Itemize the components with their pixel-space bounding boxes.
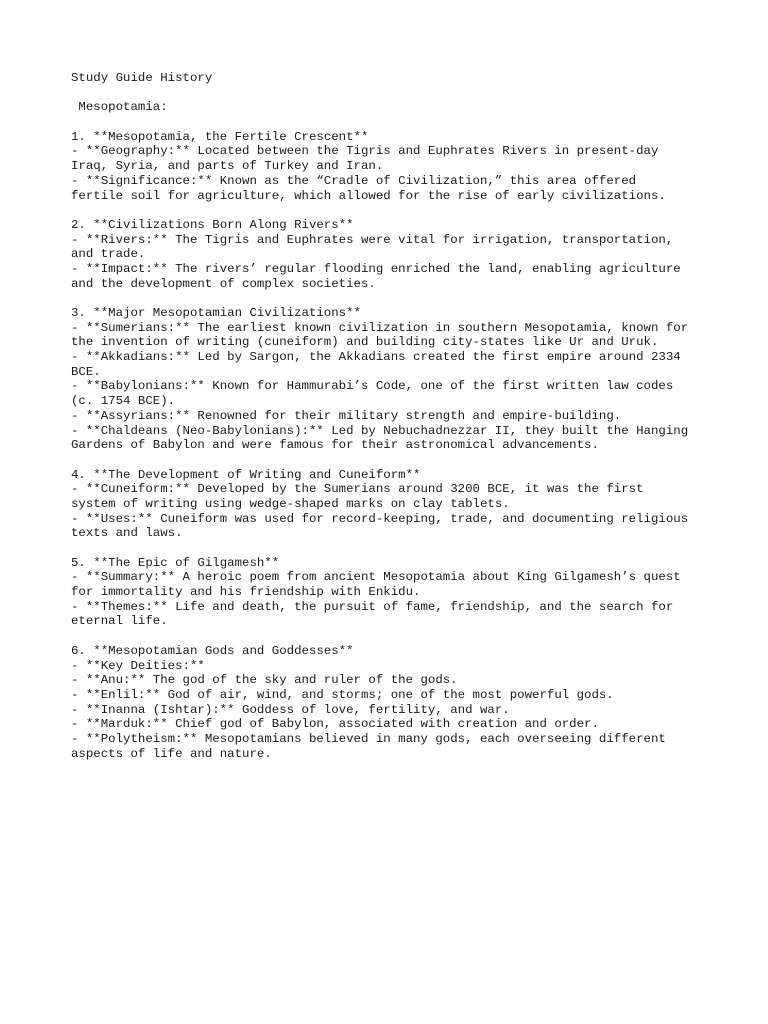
text-line: Mesopotamia: <box>71 100 168 115</box>
text-line: fertile soil for agriculture, which allowed for the rise of early civilizations. <box>71 188 666 203</box>
text-line: (c. 1754 BCE). <box>71 394 176 409</box>
text-line: - **Impact:** The rivers’ regular flooding enriched the land, enabling agriculture <box>71 261 681 276</box>
text-line: - **Marduk:** Chief god of Babylon, associated with creation and order. <box>71 717 599 732</box>
text-line: and trade. <box>71 247 146 262</box>
blank-line <box>71 291 751 306</box>
document-title: Study Guide History <box>71 71 213 85</box>
text-line: - **Geography:** Located between the Tigris and Euphrates Rivers in present-day <box>71 144 659 159</box>
document-page <box>71 71 751 761</box>
text-line: - **Key Deities:** <box>71 658 205 673</box>
text-line: 6. **Mesopotamian Gods and Goddesses** <box>71 643 354 658</box>
text-line: - **Inanna (Ishtar):** Goddess of love, fertility, and war. <box>71 702 510 717</box>
blank-line <box>71 629 751 644</box>
text-line: Iraq, Syria, and parts of Turkey and Iran. <box>71 159 384 174</box>
text-line: system of writing using wedge-shaped marks on clay tablets. <box>71 496 510 511</box>
text-line: - **Summary:** A heroic poem from ancient Mesopotamia about King Gilgamesh’s quest <box>71 570 681 585</box>
text-line: BCE. <box>71 364 101 379</box>
text-line: 2. **Civilizations Born Along Rivers** <box>71 217 354 232</box>
text-line: aspects of life and nature. <box>71 746 272 761</box>
text-line: 4. **The Development of Writing and Cuneiform** <box>71 467 421 482</box>
text-line: - **Babylonians:** Known for Hammurabi’s Code, one of the first written law codes <box>71 379 674 394</box>
text-line: for immortality and his friendship with Enkidu. <box>71 585 421 600</box>
text-line: eternal life. <box>71 614 168 629</box>
text-line: 1. **Mesopotamia, the Fertile Crescent** <box>71 129 369 144</box>
text-line: - **Significance:** Known as the “Cradle of Civilization,” this area offered <box>71 173 637 188</box>
text-line: 3. **Major Mesopotamian Civilizations** <box>71 306 361 320</box>
text-line: and the development of complex societies. <box>71 276 376 291</box>
blank-line <box>71 541 751 556</box>
text-line: the invention of writing (cuneiform) and building city-states like Ur and Uruk. <box>71 335 659 350</box>
text-line: - **Uses:** Cuneiform was used for record-keeping, trade, and documenting religious <box>71 511 689 526</box>
text-line: 5. **The Epic of Gilgamesh** <box>71 555 280 570</box>
blank-line <box>71 115 751 130</box>
text-line: - **Anu:** The god of the sky and ruler of the gods. <box>71 673 458 688</box>
text-line: texts and laws. <box>71 526 183 541</box>
text-line: - **Enlil:** God of air, wind, and storms; one of the most powerful gods. <box>71 687 614 702</box>
text-line: - **Cuneiform:** Developed by the Sumerians around 3200 BCE, it was the first <box>71 482 644 497</box>
blank-line <box>71 203 751 218</box>
text-line: - **Polytheism:** Mesopotamians believed in many gods, each overseeing different <box>71 731 666 746</box>
text-line: - **Assyrians:** Renowned for their military strength and empire-building. <box>71 408 622 423</box>
text-line: - **Chaldeans (Neo-Babylonians):** Led by Nebuchadnezzar II, they built the Hanging <box>71 423 689 438</box>
text-line: - **Themes:** Life and death, the pursuit of fame, friendship, and the search for <box>71 599 674 614</box>
text-line: - **Akkadians:** Led by Sargon, the Akkadians created the first empire around 2334 <box>71 350 681 365</box>
text-line: - **Sumerians:** The earliest known civilization in southern Mesopotamia, known for <box>71 320 689 335</box>
blank-line <box>71 86 751 101</box>
text-line: Gardens of Babylon and were famous for their astronomical advancements. <box>71 438 599 453</box>
blank-line <box>71 453 751 468</box>
text-line: - **Rivers:** The Tigris and Euphrates were vital for irrigation, transportation, <box>71 232 674 247</box>
